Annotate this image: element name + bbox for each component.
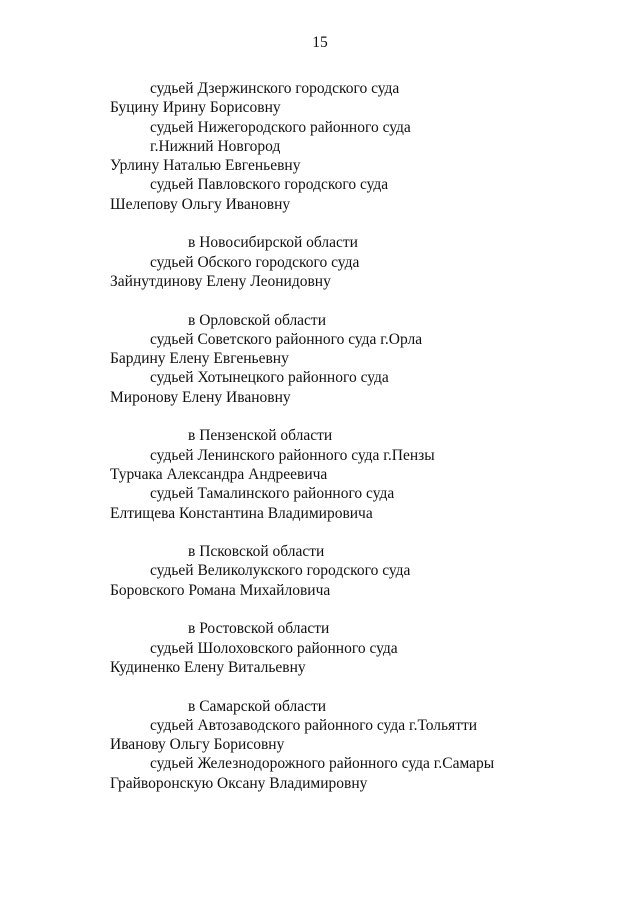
court-line: судьей Шолоховского районного суда — [150, 639, 398, 657]
court-line: судьей Хотынецкого районного суда — [150, 369, 389, 387]
blank-line — [110, 291, 610, 310]
court-line: судьей Ленинского районного суда г.Пензы — [150, 446, 435, 464]
judge-name: Бардину Елену Евгеньевну — [110, 350, 289, 368]
document-body — [110, 79, 610, 793]
region-heading: в Орловской области — [188, 311, 327, 329]
blank-line — [110, 214, 610, 233]
court-line: судьей Тамалинского районного суда — [150, 485, 395, 503]
court-line: судьей Автозаводского районного суда г.Тольятти — [150, 716, 478, 734]
judge-name: Турчака Александра Андреевича — [110, 465, 328, 483]
court-line: судьей Дзержинского городского суда — [150, 80, 400, 97]
judge-name: Боровского Романа Михайловича — [110, 581, 331, 599]
region-heading: в Пензенской области — [188, 427, 333, 445]
judge-name: Буцину Ирину Борисовну — [110, 99, 281, 117]
judge-name: Миронову Елену Ивановну — [110, 388, 291, 406]
court-line: судьей Обского городского суда — [150, 253, 360, 271]
court-line: судьей Павловского городского суда — [150, 176, 389, 194]
judge-name: Грайворонскую Оксану Владимировну — [110, 774, 368, 792]
blank-line — [110, 407, 610, 426]
court-line: судьей Великолукского городского суда — [150, 562, 411, 580]
region-heading: в Ростовской области — [188, 620, 330, 638]
judge-name: Елтищева Константина Владимировича — [110, 504, 373, 522]
region-heading: в Псковской области — [188, 543, 325, 561]
blank-line — [110, 677, 610, 696]
court-line: судьей Нижегородского районного суда — [150, 118, 411, 136]
region-heading: в Новосибирской области — [188, 234, 358, 252]
judge-name: Зайнутдинову Елену Леонидовну — [110, 272, 331, 290]
court-line: судьей Советского районного суда г.Орла — [150, 330, 423, 348]
court-line: г.Нижний Новгород — [150, 137, 281, 155]
page-number: 15 — [312, 34, 328, 51]
judge-name: Шелепову Ольгу Ивановну — [110, 195, 291, 213]
court-line: судьей Железнодорожного районного суда г.Самары — [150, 755, 495, 773]
blank-line — [110, 523, 610, 542]
judge-name: Урлину Наталью Евгеньевну — [110, 157, 301, 175]
region-heading: в Самарской области — [188, 697, 327, 715]
blank-line — [110, 600, 610, 619]
judge-name: Кудиненко Елену Витальевну — [110, 658, 306, 676]
judge-name: Иванову Ольгу Борисовну — [110, 736, 285, 754]
